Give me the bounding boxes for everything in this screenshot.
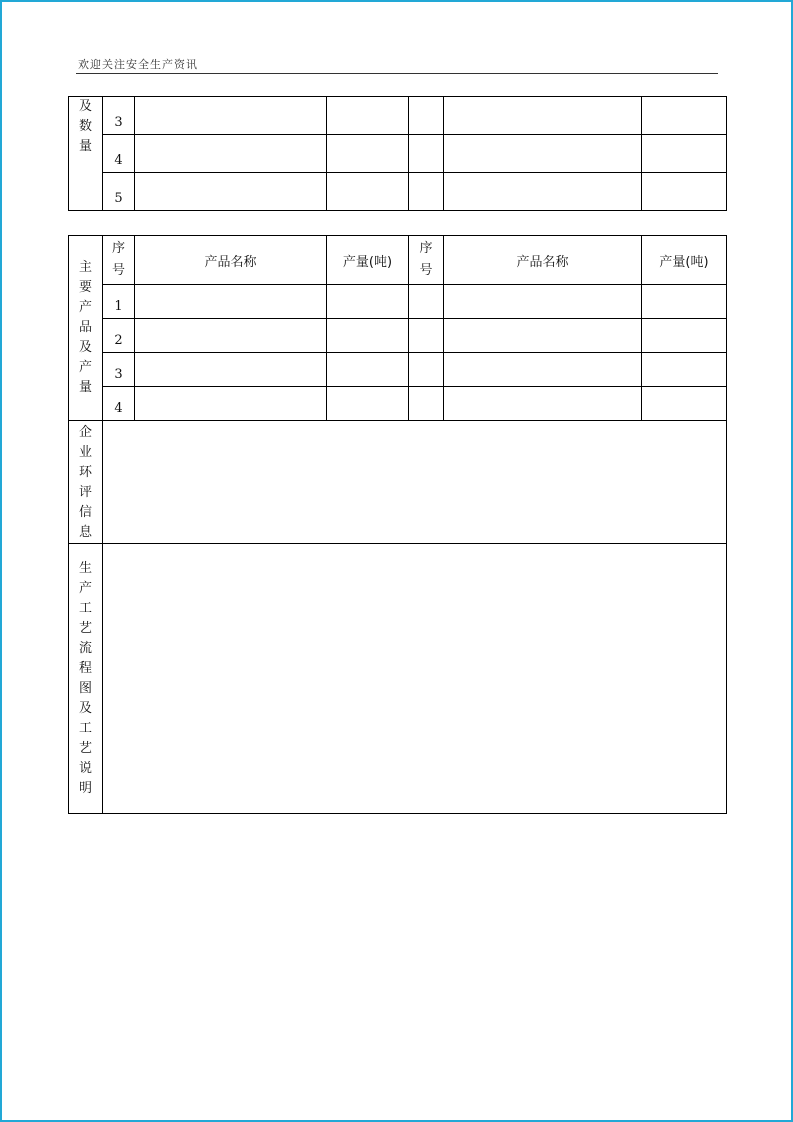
cell-material-name-right[interactable] xyxy=(444,135,642,173)
row-number: 1 xyxy=(103,285,135,319)
cell-quantity-right[interactable] xyxy=(642,173,727,211)
row-label-main-products: 主 要 产 品 及 产 量 xyxy=(69,236,103,421)
cell-material-name-right[interactable] xyxy=(444,97,642,135)
cell-material-name[interactable] xyxy=(135,135,327,173)
cell-output[interactable] xyxy=(327,285,409,319)
cell-product-name[interactable] xyxy=(135,319,327,353)
row-number: 5 xyxy=(103,173,135,211)
cell-seq-right[interactable] xyxy=(409,135,444,173)
cell-quantity[interactable] xyxy=(327,97,409,135)
cell-quantity-right[interactable] xyxy=(642,135,727,173)
cell-output[interactable] xyxy=(327,353,409,387)
header-product-name-right: 产品名称 xyxy=(444,236,642,285)
cell-quantity[interactable] xyxy=(327,173,409,211)
cell-output-right[interactable] xyxy=(642,285,727,319)
cell-seq-right[interactable] xyxy=(409,319,444,353)
row-number: 2 xyxy=(103,319,135,353)
header-rule xyxy=(76,73,718,74)
cell-output-right[interactable] xyxy=(642,387,727,421)
row-label-eia-info: 企 业 环 评 信 息 xyxy=(69,421,103,544)
cell-output[interactable] xyxy=(327,387,409,421)
row-label-quantity: 及 数 量 xyxy=(69,97,103,211)
cell-output-right[interactable] xyxy=(642,353,727,387)
header-seq-right: 序 号 xyxy=(409,236,444,285)
cell-product-name[interactable] xyxy=(135,285,327,319)
row-label-process-flow: 生 产 工 艺 流 程 图 及 工 艺 说 明 xyxy=(69,544,103,814)
cell-product-name-right[interactable] xyxy=(444,285,642,319)
cell-material-name-right[interactable] xyxy=(444,173,642,211)
header-output-right: 产量(吨) xyxy=(642,236,727,285)
header-text: 欢迎关注安全生产资讯 xyxy=(78,58,198,71)
cell-material-name[interactable] xyxy=(135,97,327,135)
cell-seq-right[interactable] xyxy=(409,97,444,135)
cell-seq-right[interactable] xyxy=(409,387,444,421)
cell-product-name-right[interactable] xyxy=(444,319,642,353)
row-number: 4 xyxy=(103,387,135,421)
cell-process-flow[interactable] xyxy=(103,544,727,814)
row-number: 3 xyxy=(103,97,135,135)
cell-quantity[interactable] xyxy=(327,135,409,173)
cell-quantity-right[interactable] xyxy=(642,97,727,135)
header-product-name-left: 产品名称 xyxy=(135,236,327,285)
table-quantity-continued xyxy=(68,96,727,211)
cell-output[interactable] xyxy=(327,319,409,353)
cell-eia-info[interactable] xyxy=(103,421,727,544)
cell-material-name[interactable] xyxy=(135,173,327,211)
header-output-left: 产量(吨) xyxy=(327,236,409,285)
cell-product-name-right[interactable] xyxy=(444,353,642,387)
cell-seq-right[interactable] xyxy=(409,173,444,211)
row-number: 3 xyxy=(103,353,135,387)
row-number: 4 xyxy=(103,135,135,173)
table-main-products xyxy=(68,235,727,814)
header-seq-left: 序 号 xyxy=(103,236,135,285)
cell-product-name[interactable] xyxy=(135,387,327,421)
cell-product-name[interactable] xyxy=(135,353,327,387)
cell-seq-right[interactable] xyxy=(409,285,444,319)
cell-seq-right[interactable] xyxy=(409,353,444,387)
cell-product-name-right[interactable] xyxy=(444,387,642,421)
cell-output-right[interactable] xyxy=(642,319,727,353)
